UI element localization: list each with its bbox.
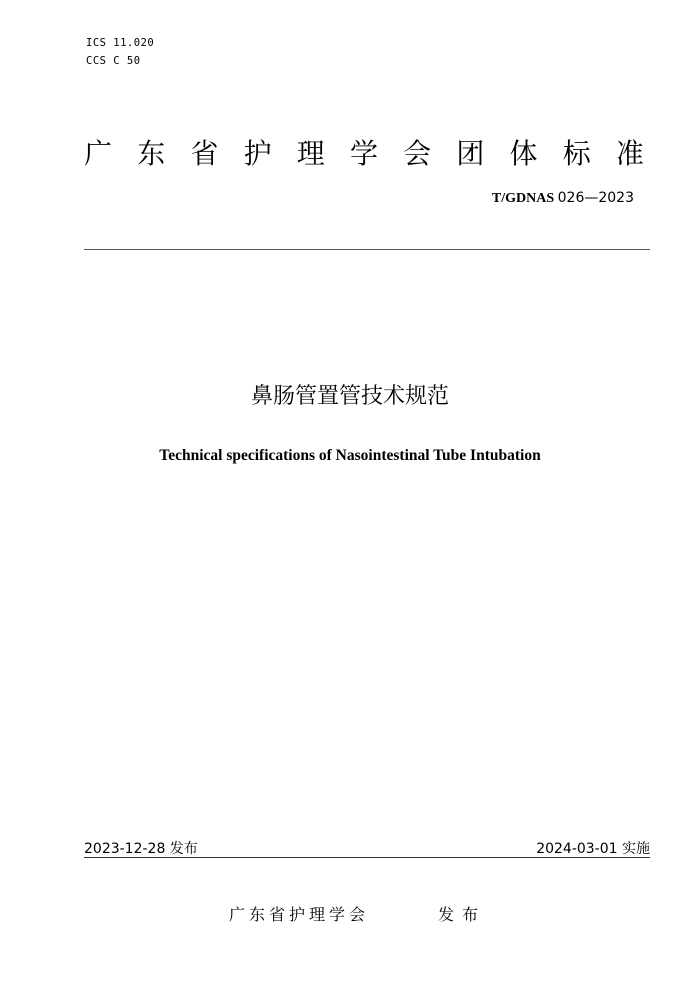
publisher-name: 广东省护理学会 [229, 905, 370, 924]
title-char: 团 [456, 137, 485, 170]
implement-date: 2024-03-01 实施 [536, 841, 650, 857]
title-char: 学 [349, 137, 378, 170]
publish-label: 发布 [438, 905, 487, 924]
publish-date: 2023-12-28 发布 [84, 841, 198, 857]
standard-code [492, 190, 634, 207]
top-rule [84, 249, 650, 250]
document-title-en: Technical specifications of Nasointestinal Tube Intubation [159, 447, 541, 464]
ccs-code: CCS C 50 [86, 55, 141, 67]
title-char: 护 [243, 137, 272, 170]
title-char: 理 [296, 137, 325, 170]
standard-code-prefix: T/GDNAS [491, 191, 555, 206]
title-char: 省 [190, 137, 219, 170]
title-char: 广 [84, 137, 113, 170]
document-title-cn: 鼻肠管置管技术规范 [250, 384, 449, 409]
standard-org-title [84, 136, 644, 172]
title-char: 体 [509, 137, 538, 170]
title-char: 东 [137, 137, 166, 170]
title-char: 标 [562, 137, 591, 170]
ics-code: ICS 11.020 [86, 37, 155, 49]
bottom-rule [84, 857, 650, 858]
title-char: 准 [615, 137, 644, 170]
title-char: 会 [403, 137, 432, 170]
standard-code-number: 026—2023 [557, 190, 634, 206]
